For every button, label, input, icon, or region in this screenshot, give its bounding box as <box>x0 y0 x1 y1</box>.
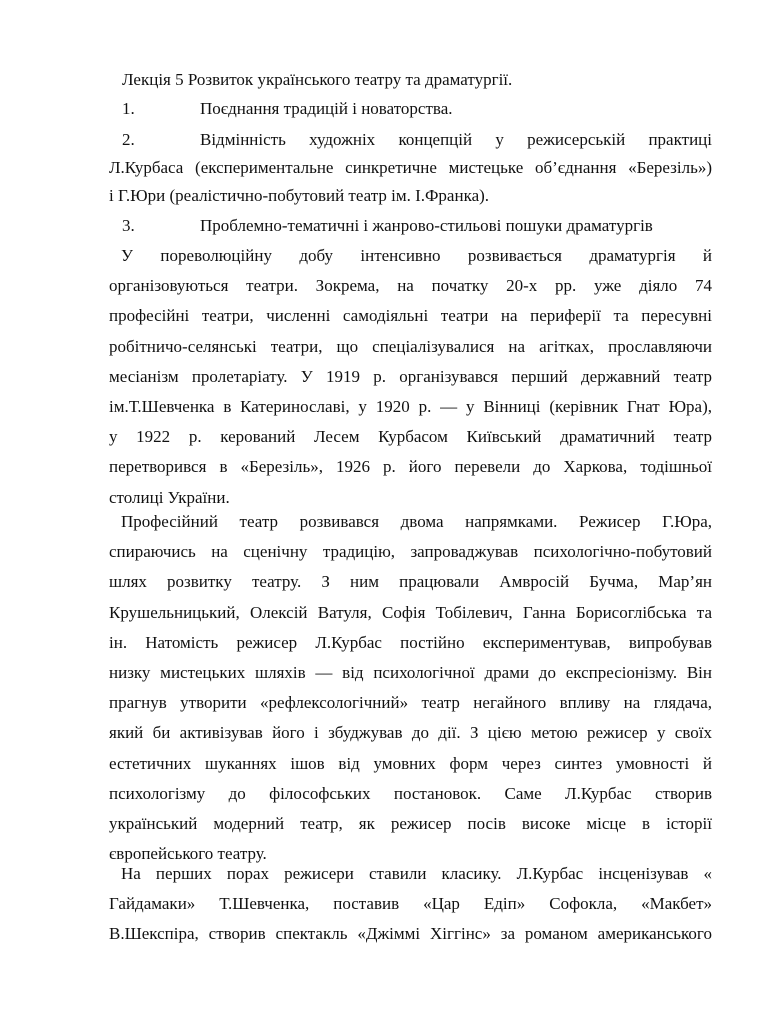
list-item-number: 1. <box>122 99 135 118</box>
paragraph-line: низку мистецьких шляхів — від психологічної драми до експресіонізму. Він <box>109 662 712 682</box>
list-item-number: 3. <box>122 216 135 235</box>
paragraph <box>109 859 712 950</box>
paragraph-line: прагнув утворити «рефлексологічний» театр негайного впливу на глядача, <box>109 693 712 713</box>
lecture-heading: Лекція 5 Розвиток українського театру та драматургії. <box>122 70 513 89</box>
paragraph-line: який би активізував його і збуджував до дії. З цією метою режисер у своїх <box>109 723 712 743</box>
paragraph-line: український модерний театр, як режисер посів високе місце в історії <box>109 813 712 833</box>
paragraph-line: ім.Т.Шевченка в Катеринославі, у 1920 р. — у Вінниці (керівник Гнат Юра), <box>109 396 712 416</box>
paragraph-line: європейського театру. <box>109 844 267 864</box>
paragraph-line: Професійний театр розвивався двома напрямками. Режисер Г.Юра, <box>121 512 712 531</box>
paragraph-line: столиці України. <box>109 487 230 507</box>
paragraph <box>109 507 712 869</box>
paragraph-line: професійні театри, численні самодіяльні театри на периферії та пересувні <box>109 306 712 326</box>
paragraph-line: Гайдамаки» Т.Шевченка, поставив «Цар Едіп» Софокла, «Макбет» <box>109 894 712 914</box>
list-item-text: Відмінність художніх концепцій у режисерській практиці <box>200 130 712 149</box>
list-item-text: Проблемно-тематичні і жанрово-стильові пошуки драматургів <box>200 216 653 235</box>
paragraph-line: месіанізм пролетаріату. У 1919 р. організувався перший державний театр <box>109 366 712 386</box>
paragraph-line: психологізму до філософських постановок. Саме Л.Курбас створив <box>109 783 712 803</box>
list-item-text: Л.Курбаса (експериментальне синкретичне мистецьке об’єднання «Березіль») <box>109 158 712 177</box>
paragraph-line: На перших порах режисери ставили класику. Л.Курбас інсценізував « <box>121 864 712 883</box>
paragraph-line: спираючись на сценічну традицію, запроваджував психологічно-побутовий <box>109 542 712 562</box>
paragraph <box>109 241 712 513</box>
paragraph-line: естетичних шуканнях ішов від умовних форм через синтез умовності й <box>109 753 712 773</box>
paragraph-line: В.Шекспіра, створив спектакль «Джіммі Хіггінс» за романом американського <box>109 924 712 944</box>
list-item-number: 2. <box>122 130 135 149</box>
paragraph-line: Крушельницький, Олексій Ватуля, Софія Тобілевич, Ганна Борисоглібська та <box>109 602 712 622</box>
paragraph-line: робітничо-селянські театри, що спеціалізувалися на агітках, прославляючи <box>109 336 712 356</box>
paragraph-line: у 1922 р. керований Лесем Курбасом Київський драматичний театр <box>109 427 712 447</box>
list-item-text: і Г.Юри (реалістично-побутовий театр ім. І.Франка). <box>109 186 490 205</box>
paragraph-line: перетворився в «Березіль», 1926 р. його перевели до Харкова, тодішньої <box>109 457 712 477</box>
paragraph-line: шлях розвитку театру. З ним працювали Амвросій Бучма, Мар’ян <box>109 572 712 592</box>
list-item-text: Поєднання традицій і новаторства. <box>200 99 453 118</box>
paragraph-line: ін. Натомість режисер Л.Курбас постійно експериментував, випробував <box>109 632 712 652</box>
paragraph-line: організовуються театри. Зокрема, на початку 20-х рр. уже діяло 74 <box>109 276 712 296</box>
paragraph-line: У пореволюційну добу інтенсивно розвивається драматургія й <box>121 246 712 265</box>
